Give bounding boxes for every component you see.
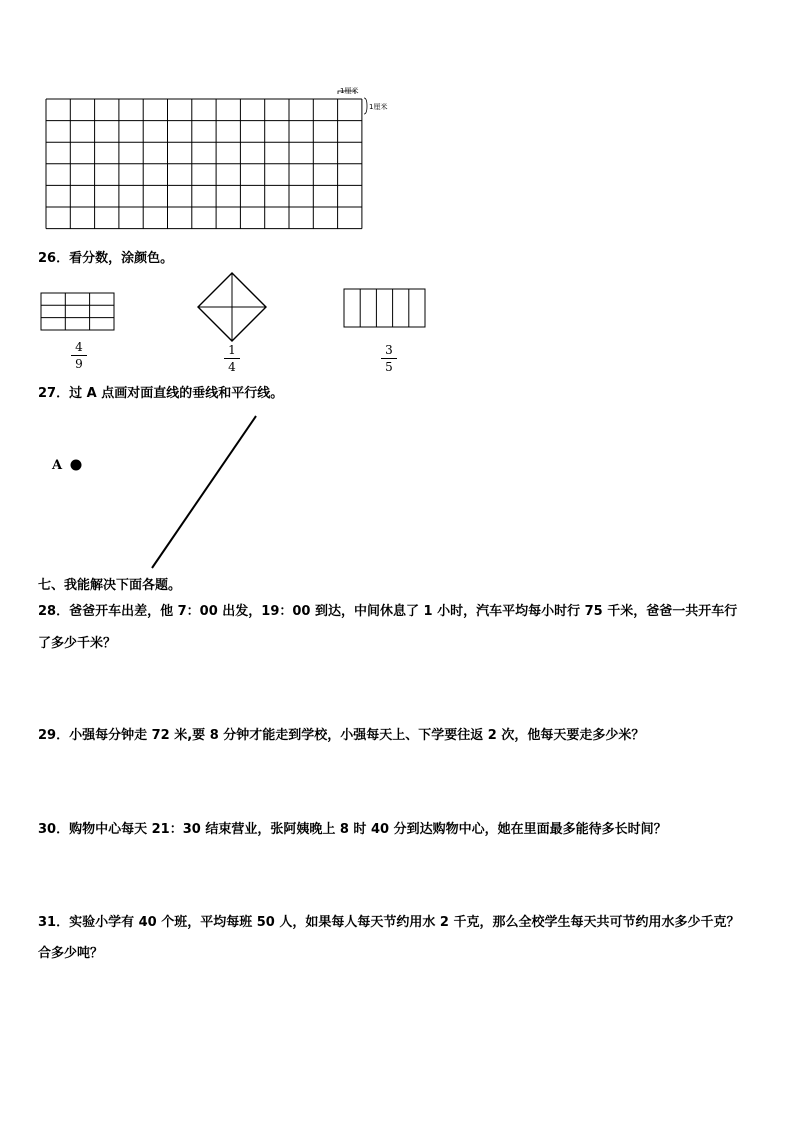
fraction-denominator: 5 — [385, 360, 393, 374]
section-7-title: 七、我能解决下面各题。 — [38, 578, 182, 593]
fraction-bar — [224, 358, 240, 359]
shape-rectangle-fifths — [343, 288, 427, 330]
point-and-line-figure — [60, 410, 270, 575]
question-27: 27．过 A 点画对面直线的垂线和平行线。 — [38, 386, 284, 401]
point-a-label: A — [52, 458, 63, 473]
unit-bracket-side — [364, 98, 367, 114]
point-a — [71, 460, 82, 471]
question-26: 26．看分数，涂颜色。 — [38, 251, 174, 266]
question-30: 30．购物中心每天 21：30 结束营业，张阿姨晚上 8 时 40 分到达购物中心，她在里面最多能待多长时间？ — [38, 822, 667, 837]
fraction-1-4 — [224, 343, 240, 374]
question-31-line-2: 合多少吨？ — [38, 946, 104, 961]
fraction-3-5 — [381, 343, 397, 374]
fraction-numerator: 4 — [75, 340, 83, 354]
fraction-denominator: 4 — [228, 360, 236, 374]
question-29: 29．小强每分钟走 72 米,要 8 分钟才能走到学校，小强每天上、下学要往返 2 次，他每天要走多少米？ — [38, 728, 645, 743]
question-28-line-1: 28．爸爸开车出差，他 7：00 出发，19：00 到达，中间休息了 1 小时，汽车平均每小时行 75 千米，爸爸一共开车行 — [38, 604, 738, 619]
shape-rectangle-ninths — [40, 292, 116, 332]
oblique-line — [152, 416, 256, 568]
question-31-line-1: 31．实验小学有 40 个班，平均每班 50 人，如果每人每天节约用水 2 千克，那么全校学生每天共可节约用水多少千克？ — [38, 915, 740, 930]
fraction-denominator: 9 — [75, 357, 83, 371]
fraction-4-9 — [71, 340, 87, 371]
unit-label-top: 1厘米 — [340, 87, 359, 95]
fraction-bar — [71, 355, 87, 356]
unit-label-side: 1厘米 — [369, 103, 388, 111]
shape-diamond-quarters — [196, 272, 268, 344]
fraction-numerator: 1 — [228, 343, 236, 357]
fraction-numerator: 3 — [385, 343, 393, 357]
fraction-bar — [381, 358, 397, 359]
question-28-line-2: 了多少千米？ — [38, 636, 117, 651]
centimeter-grid — [40, 82, 400, 232]
